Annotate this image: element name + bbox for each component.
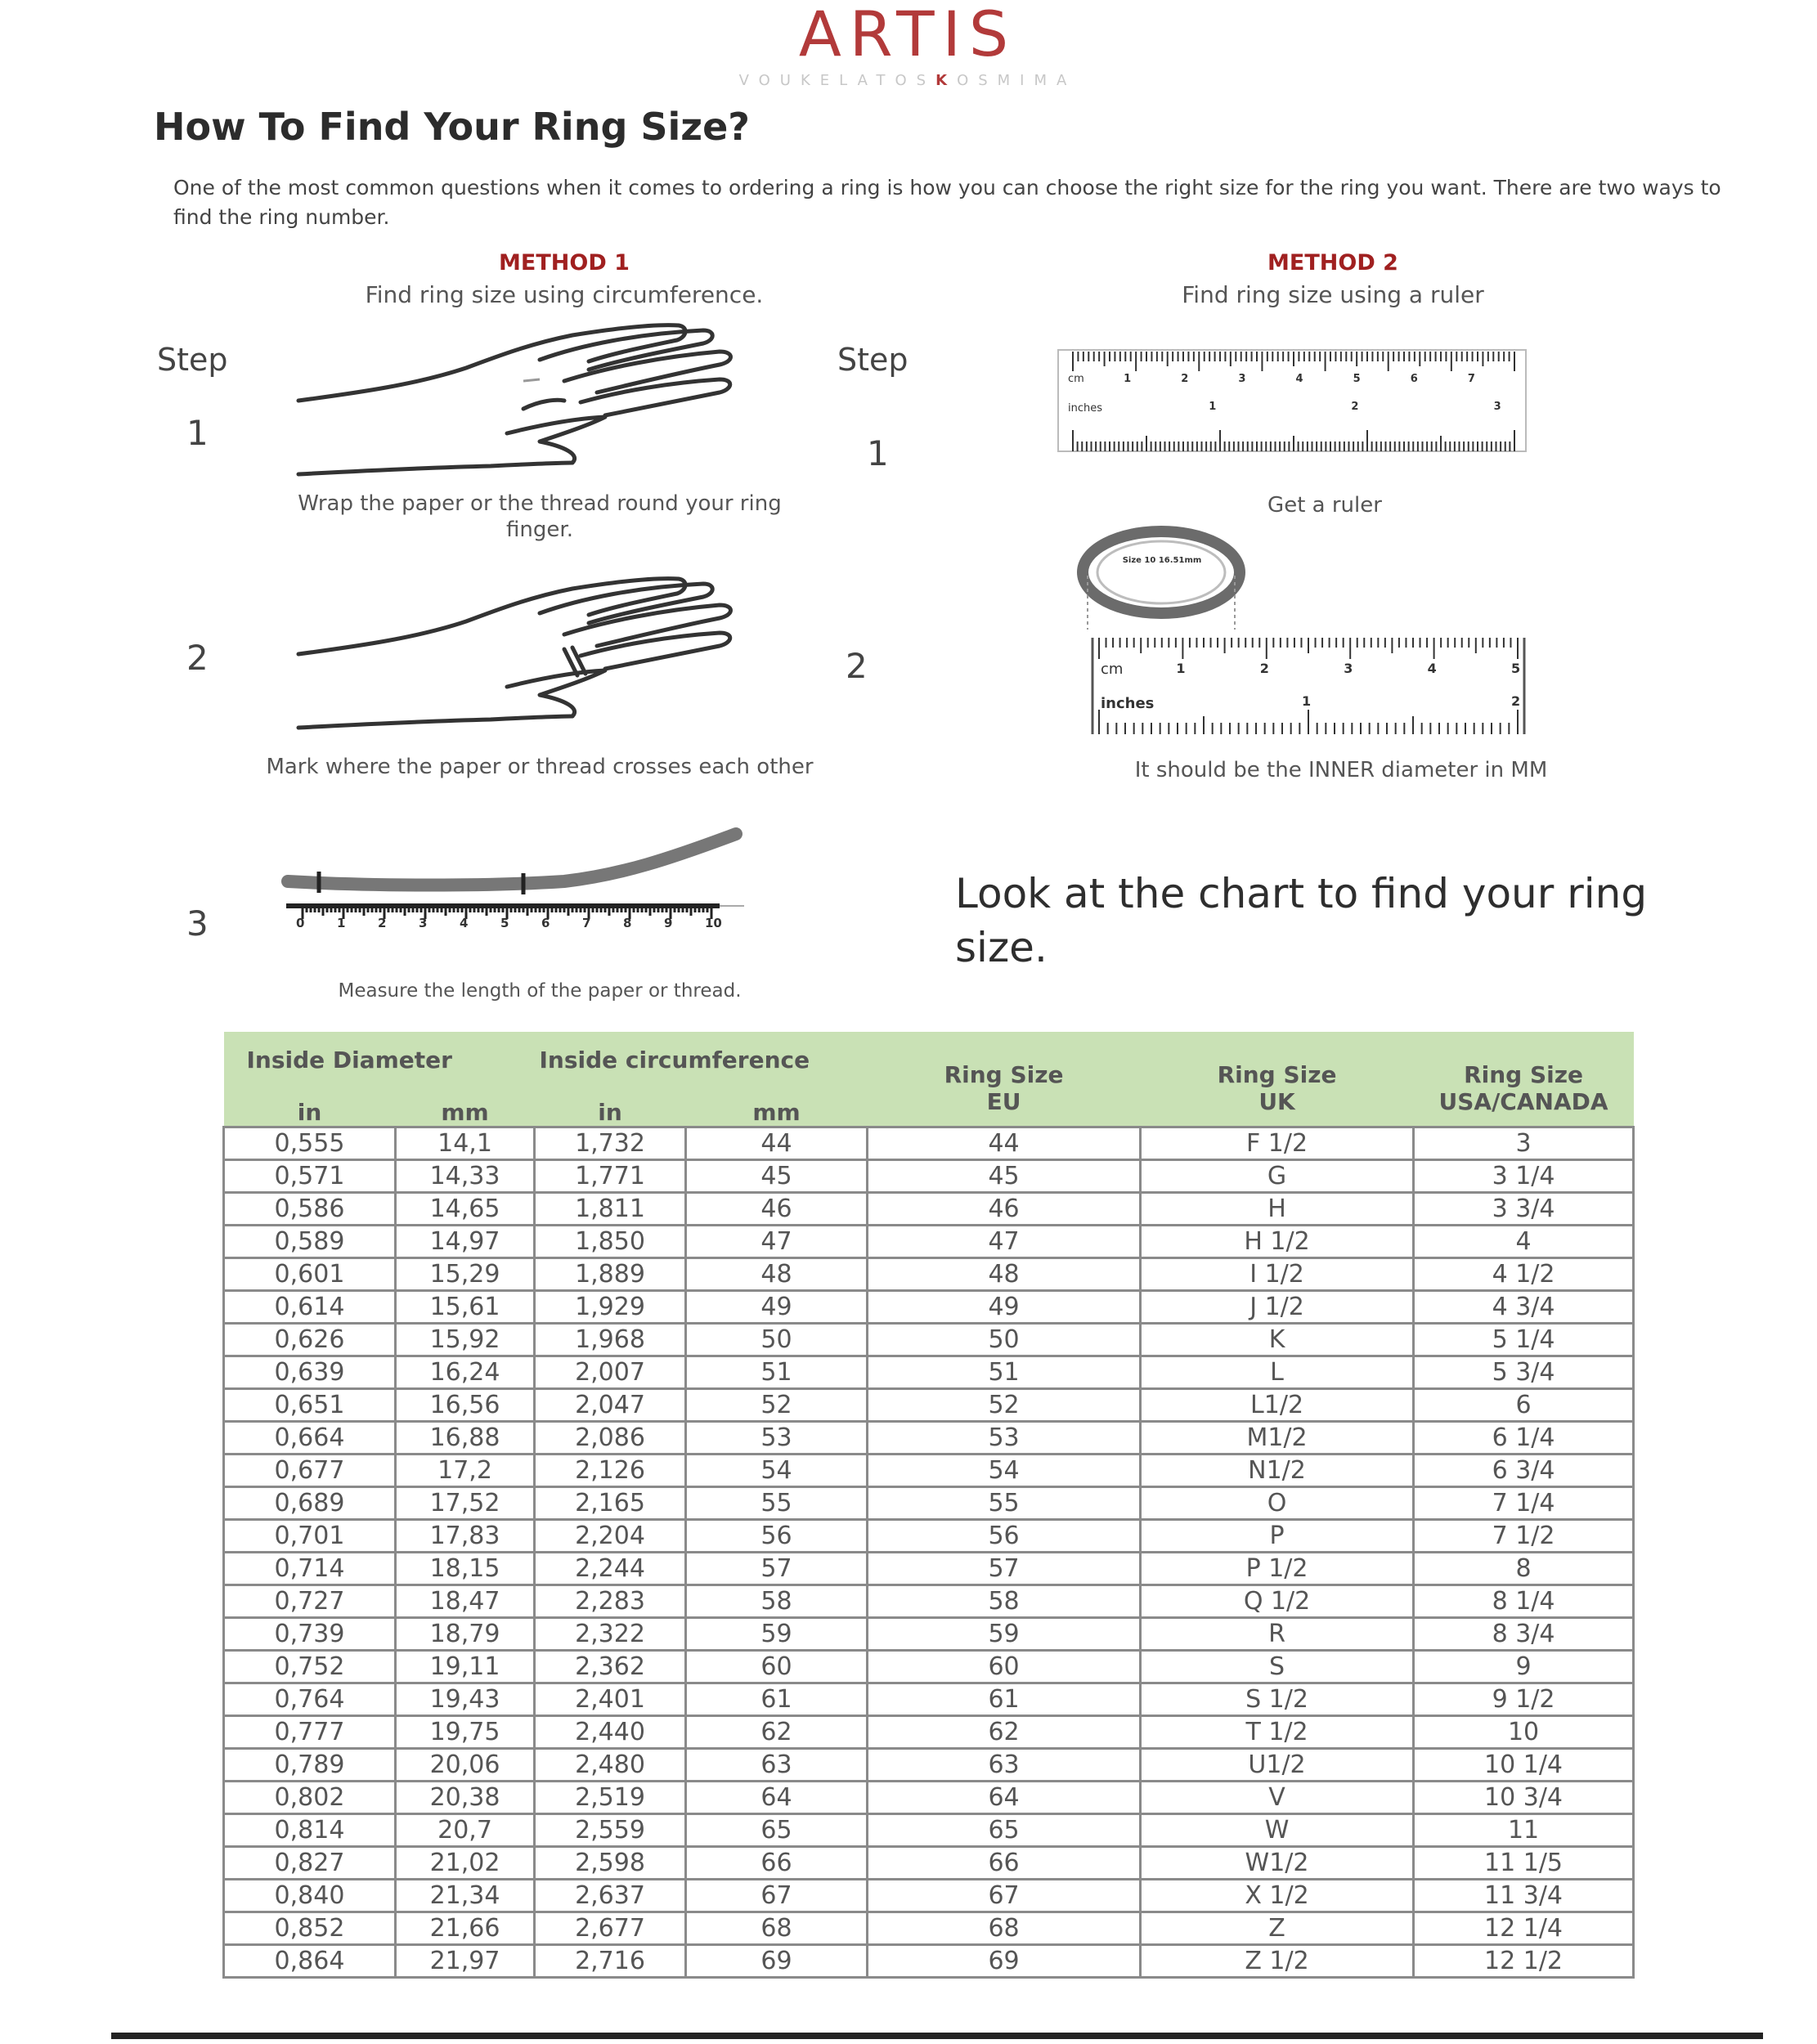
table-cell: 49 (868, 1290, 1141, 1323)
table-cell: 56 (686, 1519, 868, 1552)
table-cell: 0,840 (224, 1879, 396, 1912)
table-cell: W1/2 (1141, 1846, 1414, 1879)
table-cell: 7 1/4 (1414, 1486, 1634, 1519)
table-cell: G (1141, 1159, 1414, 1192)
ring-size-table-body (224, 1127, 1634, 1977)
table-cell: O (1141, 1486, 1414, 1519)
table-row (224, 1127, 1634, 1159)
method1-subtitle: Find ring size using circumference. (365, 281, 764, 308)
table-cell: 0,601 (224, 1257, 396, 1290)
table-cell: 17,52 (396, 1486, 535, 1519)
ruler-tick-label: 4 (1427, 661, 1437, 676)
table-cell: 53 (686, 1421, 868, 1454)
table-cell: U1/2 (1141, 1748, 1414, 1781)
table-cell: 60 (686, 1650, 868, 1683)
table-cell: 1,889 (535, 1257, 686, 1290)
table-row (224, 1552, 1634, 1585)
table-cell: 20,38 (396, 1781, 535, 1813)
table-cell: 5 3/4 (1414, 1356, 1634, 1388)
table-cell: 17,2 (396, 1454, 535, 1486)
table-cell: 0,802 (224, 1781, 396, 1813)
table-cell: P (1141, 1519, 1414, 1552)
table-cell: T 1/2 (1141, 1715, 1414, 1748)
ruler2-cm-scale (1088, 661, 1529, 679)
table-cell: 0,651 (224, 1388, 396, 1421)
table-cell: 2,440 (535, 1715, 686, 1748)
logo-tagline-mid: K (935, 72, 958, 89)
table-cell: 2,559 (535, 1813, 686, 1846)
table-row (224, 1421, 1634, 1454)
table-cell: 6 (1414, 1388, 1634, 1421)
table-cell: S (1141, 1650, 1414, 1683)
ruler1-inches-label: inches (1068, 402, 1103, 415)
method1-title: METHOD 1 (499, 250, 630, 276)
table-cell: 62 (686, 1715, 868, 1748)
table-cell: 0,589 (224, 1225, 396, 1257)
table-cell: 1,968 (535, 1323, 686, 1356)
table-cell: 67 (868, 1879, 1141, 1912)
table-cell: 66 (686, 1846, 868, 1879)
table-cell: 57 (686, 1552, 868, 1585)
ruler1-inch-scale (1057, 401, 1528, 415)
ruler-tick-label: 3 (1238, 373, 1246, 385)
table-cell: 0,571 (224, 1159, 396, 1192)
table-cell: 0,677 (224, 1454, 396, 1486)
header-inside-diameter: Inside Diameter (224, 1032, 535, 1087)
table-cell: I 1/2 (1141, 1257, 1414, 1290)
ruler-tick-label: 2 (1259, 661, 1269, 676)
ruler-tick-label: 8 (623, 916, 632, 930)
method1-step-3-number: 3 (186, 903, 209, 944)
table-cell: S 1/2 (1141, 1683, 1414, 1715)
table-cell: 2,362 (535, 1650, 686, 1683)
table-cell: 0,864 (224, 1944, 396, 1977)
table-row (224, 1388, 1634, 1421)
logo-wordmark: ARTIS (798, 0, 1017, 70)
table-cell: 16,88 (396, 1421, 535, 1454)
table-cell: P 1/2 (1141, 1552, 1414, 1585)
ruler-tick-label: 0 (296, 916, 305, 930)
hand-mark-illustration (294, 564, 752, 736)
table-cell: 1,929 (535, 1290, 686, 1323)
table-cell: 0,701 (224, 1519, 396, 1552)
table-cell: 46 (868, 1192, 1141, 1225)
ruler2-inch-scale (1088, 693, 1529, 711)
table-cell: 2,716 (535, 1944, 686, 1977)
header-eu-line1: Ring Size (944, 1061, 1064, 1088)
ruler2-cm-label: cm (1101, 661, 1124, 678)
table-cell: 48 (868, 1257, 1141, 1290)
table-cell: 57 (868, 1552, 1141, 1585)
table-cell: 0,664 (224, 1421, 396, 1454)
ruler-tick-label: 4 (1295, 373, 1303, 385)
table-cell: 10 (1414, 1715, 1634, 1748)
table-cell: 0,852 (224, 1912, 396, 1944)
table-cell: 9 (1414, 1650, 1634, 1683)
thread-ruler-scale (278, 916, 752, 944)
table-cell: Z 1/2 (1141, 1944, 1414, 1977)
table-row (224, 1781, 1634, 1813)
ruler1-cm-label: cm (1068, 373, 1084, 385)
ruler-tick-label: 3 (1344, 661, 1353, 676)
table-row (224, 1617, 1634, 1650)
method2-subtitle: Find ring size using a ruler (1182, 281, 1484, 308)
ring-size-table (222, 1032, 1635, 1979)
table-cell: 53 (868, 1421, 1141, 1454)
table-row (224, 1585, 1634, 1617)
header-uk (1141, 1032, 1414, 1127)
table-cell: H (1141, 1192, 1414, 1225)
table-cell: 5 1/4 (1414, 1323, 1634, 1356)
table-cell: 2,126 (535, 1454, 686, 1486)
table-cell: 14,65 (396, 1192, 535, 1225)
table-cell: 67 (686, 1879, 868, 1912)
table-cell: M1/2 (1141, 1421, 1414, 1454)
bottom-divider (111, 2033, 1763, 2039)
table-cell: 19,11 (396, 1650, 535, 1683)
table-cell: 15,61 (396, 1290, 535, 1323)
table-row (224, 1323, 1634, 1356)
table-cell: Q 1/2 (1141, 1585, 1414, 1617)
ring-size-label: Size 10 16.51mm (1122, 556, 1202, 565)
table-cell: Z (1141, 1912, 1414, 1944)
table-cell: 16,56 (396, 1388, 535, 1421)
ruler-tick-label: 3 (1493, 401, 1501, 413)
table-cell: 14,1 (396, 1127, 535, 1159)
logo-tagline (679, 72, 1137, 89)
table-cell: 8 1/4 (1414, 1585, 1634, 1617)
chart-prompt: Look at the chart to find your ring size. (955, 870, 1648, 971)
table-cell: 11 (1414, 1813, 1634, 1846)
table-cell: 14,33 (396, 1159, 535, 1192)
table-cell: 51 (868, 1356, 1141, 1388)
table-row (224, 1846, 1634, 1879)
table-cell: F 1/2 (1141, 1127, 1414, 1159)
ruler2-inches-label: inches (1101, 695, 1155, 712)
table-cell: 54 (868, 1454, 1141, 1486)
ruler-tick-label: 2 (1511, 693, 1521, 709)
header-unit-in: in (224, 1087, 396, 1127)
table-cell: 66 (868, 1846, 1141, 1879)
table-cell: 2,204 (535, 1519, 686, 1552)
table-cell: W (1141, 1813, 1414, 1846)
table-cell: 64 (686, 1781, 868, 1813)
table-cell: 3 (1414, 1127, 1634, 1159)
table-cell: 1,850 (535, 1225, 686, 1257)
ruler-tick-label: 10 (705, 916, 722, 930)
table-cell: L1/2 (1141, 1388, 1414, 1421)
table-cell: 11 1/5 (1414, 1846, 1634, 1879)
table-cell: 49 (686, 1290, 868, 1323)
method1-step-1-caption: Wrap the paper or the thread round your ring finger. (298, 491, 782, 542)
table-cell: 54 (686, 1454, 868, 1486)
table-cell: N1/2 (1141, 1454, 1414, 1486)
hand-wrap-illustration (294, 311, 752, 482)
logo-tagline-left: VOUKELATOS (738, 72, 936, 89)
table-cell: 0,626 (224, 1323, 396, 1356)
table-cell: 46 (686, 1192, 868, 1225)
table-cell: 20,7 (396, 1813, 535, 1846)
ruler-tick-label: 5 (500, 916, 509, 930)
table-row (224, 1912, 1634, 1944)
table-row (224, 1650, 1634, 1683)
table-cell: 68 (868, 1912, 1141, 1944)
header-eu-line2: EU (986, 1088, 1021, 1115)
table-cell: 0,827 (224, 1846, 396, 1879)
table-cell: 55 (868, 1486, 1141, 1519)
table-cell: 2,165 (535, 1486, 686, 1519)
table-cell: 51 (686, 1356, 868, 1388)
table-cell: 48 (686, 1257, 868, 1290)
table-cell: 2,519 (535, 1781, 686, 1813)
table-cell: 17,83 (396, 1519, 535, 1552)
table-cell: 19,43 (396, 1683, 535, 1715)
method1-step-2-number: 2 (186, 638, 209, 678)
ruler-tick-label: 6 (1410, 373, 1418, 385)
table-cell: 21,97 (396, 1944, 535, 1977)
table-row (224, 1944, 1634, 1977)
table-cell: 15,92 (396, 1323, 535, 1356)
ruler-tick-label: 7 (582, 916, 591, 930)
table-cell: 2,480 (535, 1748, 686, 1781)
table-cell: 44 (686, 1127, 868, 1159)
ruler-tick-label: 9 (664, 916, 673, 930)
table-row (224, 1683, 1634, 1715)
table-cell: 21,02 (396, 1846, 535, 1879)
table-cell: 2,677 (535, 1912, 686, 1944)
table-cell: 4 (1414, 1225, 1634, 1257)
header-usa-line1: Ring Size (1464, 1061, 1583, 1088)
table-cell: 59 (686, 1617, 868, 1650)
table-cell: X 1/2 (1141, 1879, 1414, 1912)
ruler-tick-label: 5 (1353, 373, 1361, 385)
method1-step-2-caption: Mark where the paper or thread crosses each other (266, 755, 814, 779)
header-eu (868, 1032, 1141, 1127)
ruler-tick-label: 6 (541, 916, 550, 930)
table-cell: 3 1/4 (1414, 1159, 1634, 1192)
table-cell: 3 3/4 (1414, 1192, 1634, 1225)
table-cell: 19,75 (396, 1715, 535, 1748)
method1-step-3-caption: Measure the length of the paper or thread. (338, 980, 742, 1002)
table-cell: R (1141, 1617, 1414, 1650)
table-cell: 65 (868, 1813, 1141, 1846)
table-cell: 0,752 (224, 1650, 396, 1683)
table-cell: K (1141, 1323, 1414, 1356)
table-cell: 8 3/4 (1414, 1617, 1634, 1650)
table-cell: 68 (686, 1912, 868, 1944)
table-cell: 0,727 (224, 1585, 396, 1617)
table-cell: 2,598 (535, 1846, 686, 1879)
method2-step-1-caption: Get a ruler (1267, 493, 1382, 518)
table-cell: 58 (686, 1585, 868, 1617)
table-cell: 52 (686, 1388, 868, 1421)
table-cell: 10 3/4 (1414, 1781, 1634, 1813)
table-row (224, 1813, 1634, 1846)
table-cell: 50 (868, 1323, 1141, 1356)
ruler-tick-label: 3 (419, 916, 428, 930)
ruler-tick-label: 5 (1511, 661, 1521, 676)
table-row (224, 1748, 1634, 1781)
table-cell: 59 (868, 1617, 1141, 1650)
table-cell: 52 (868, 1388, 1141, 1421)
table-row (224, 1356, 1634, 1388)
table-cell: J 1/2 (1141, 1290, 1414, 1323)
table-row (224, 1486, 1634, 1519)
table-cell: 0,789 (224, 1748, 396, 1781)
table-cell: 0,739 (224, 1617, 396, 1650)
ruler-tick-label: 7 (1467, 373, 1475, 385)
table-cell: 65 (686, 1813, 868, 1846)
table-cell: 47 (686, 1225, 868, 1257)
method2-step-label: Step (837, 342, 908, 378)
ring-illustration (1071, 523, 1251, 630)
header-usa (1414, 1032, 1634, 1127)
table-cell: 2,401 (535, 1683, 686, 1715)
ruler-tick-label: 1 (1124, 373, 1132, 385)
table-cell: 50 (686, 1323, 868, 1356)
ruler-tick-label: 2 (1351, 401, 1359, 413)
header-inside-circumference: Inside circumference (535, 1032, 868, 1087)
page-title: How To Find Your Ring Size? (154, 105, 750, 149)
header-unit-mm-circ: mm (686, 1087, 868, 1127)
table-cell: 0,555 (224, 1127, 396, 1159)
logo-tagline-right: OSMIMA (957, 72, 1077, 89)
table-cell: 16,24 (396, 1356, 535, 1388)
table-row (224, 1225, 1634, 1257)
table-cell: 18,15 (396, 1552, 535, 1585)
header-uk-line1: Ring Size (1217, 1061, 1337, 1088)
table-cell: 2,322 (535, 1617, 686, 1650)
table-cell: 62 (868, 1715, 1141, 1748)
table-cell: 0,714 (224, 1552, 396, 1585)
ruler-tick-label: 4 (460, 916, 469, 930)
table-cell: 9 1/2 (1414, 1683, 1634, 1715)
table-row (224, 1454, 1634, 1486)
table-cell: 12 1/2 (1414, 1944, 1634, 1977)
ruler-tick-label: 1 (1176, 661, 1186, 676)
header-usa-line2: USA/CANADA (1438, 1088, 1608, 1115)
table-cell: 55 (686, 1486, 868, 1519)
table-cell: 2,007 (535, 1356, 686, 1388)
header-unit-in-circ: in (535, 1087, 686, 1127)
table-cell: 4 1/2 (1414, 1257, 1634, 1290)
table-cell: 6 1/4 (1414, 1421, 1634, 1454)
table-cell: 2,086 (535, 1421, 686, 1454)
table-cell: 63 (686, 1748, 868, 1781)
method1-step-label: Step (157, 342, 228, 378)
table-cell: 1,771 (535, 1159, 686, 1192)
table-cell: 0,689 (224, 1486, 396, 1519)
table-cell: 6 3/4 (1414, 1454, 1634, 1486)
table-cell: 61 (868, 1683, 1141, 1715)
table-cell: 4 3/4 (1414, 1290, 1634, 1323)
ruler-tick-label: 1 (337, 916, 346, 930)
table-cell: 7 1/2 (1414, 1519, 1634, 1552)
table-cell: 10 1/4 (1414, 1748, 1634, 1781)
ruler1-cm-scale (1057, 373, 1528, 388)
header-uk-line2: UK (1258, 1088, 1295, 1115)
table-cell: 18,79 (396, 1617, 535, 1650)
table-cell: 1,732 (535, 1127, 686, 1159)
table-cell: 2,244 (535, 1552, 686, 1585)
table-cell: 47 (868, 1225, 1141, 1257)
method2-step-2-number: 2 (846, 646, 868, 686)
table-row (224, 1879, 1634, 1912)
table-cell: 1,811 (535, 1192, 686, 1225)
table-cell: 0,586 (224, 1192, 396, 1225)
table-cell: 8 (1414, 1552, 1634, 1585)
intro-text: One of the most common questions when it comes to ordering a ring is how you can choose the right size for the ring you want. There are two ways to find the ring number. (173, 176, 1721, 229)
table-cell: 45 (868, 1159, 1141, 1192)
table-cell: 12 1/4 (1414, 1912, 1634, 1944)
method2-title: METHOD 2 (1267, 250, 1398, 276)
table-row (224, 1715, 1634, 1748)
table-cell: 45 (686, 1159, 868, 1192)
table-cell: 0,814 (224, 1813, 396, 1846)
table-cell: 58 (868, 1585, 1141, 1617)
table-cell: 56 (868, 1519, 1141, 1552)
ruler-tick-label: 2 (1181, 373, 1189, 385)
table-cell: 69 (686, 1944, 868, 1977)
table-cell: 63 (868, 1748, 1141, 1781)
table-row (224, 1159, 1634, 1192)
table-cell: 2,283 (535, 1585, 686, 1617)
table-row (224, 1192, 1634, 1225)
table-cell: 15,29 (396, 1257, 535, 1290)
header-unit-mm: mm (396, 1087, 535, 1127)
ruler-tick-label: 1 (1302, 693, 1312, 709)
table-cell: 21,34 (396, 1879, 535, 1912)
table-cell: 2,637 (535, 1879, 686, 1912)
table-cell: L (1141, 1356, 1414, 1388)
method1-step-1-number: 1 (186, 413, 209, 453)
method2-step-1-number: 1 (867, 433, 889, 473)
ruler-tick-label: 1 (1209, 401, 1217, 413)
table-cell: H 1/2 (1141, 1225, 1414, 1257)
method2-step-2-caption: It should be the INNER diameter in MM (1134, 758, 1548, 782)
table-cell: 14,97 (396, 1225, 535, 1257)
table-cell: 61 (686, 1683, 868, 1715)
table-cell: V (1141, 1781, 1414, 1813)
table-cell: 44 (868, 1127, 1141, 1159)
table-cell: 69 (868, 1944, 1141, 1977)
ruler-tick-label: 2 (378, 916, 387, 930)
table-cell: 18,47 (396, 1585, 535, 1617)
table-row (224, 1519, 1634, 1552)
table-cell: 0,639 (224, 1356, 396, 1388)
table-cell: 2,047 (535, 1388, 686, 1421)
table-cell: 20,06 (396, 1748, 535, 1781)
table-cell: 64 (868, 1781, 1141, 1813)
brand-logo (679, 0, 1137, 89)
table-cell: 21,66 (396, 1912, 535, 1944)
table-cell: 0,764 (224, 1683, 396, 1715)
table-cell: 0,614 (224, 1290, 396, 1323)
table-row (224, 1290, 1634, 1323)
ruler-measure-illustration (1088, 633, 1529, 739)
table-cell: 0,777 (224, 1715, 396, 1748)
table-row (224, 1257, 1634, 1290)
table-cell: 11 3/4 (1414, 1879, 1634, 1912)
table-cell: 60 (868, 1650, 1141, 1683)
